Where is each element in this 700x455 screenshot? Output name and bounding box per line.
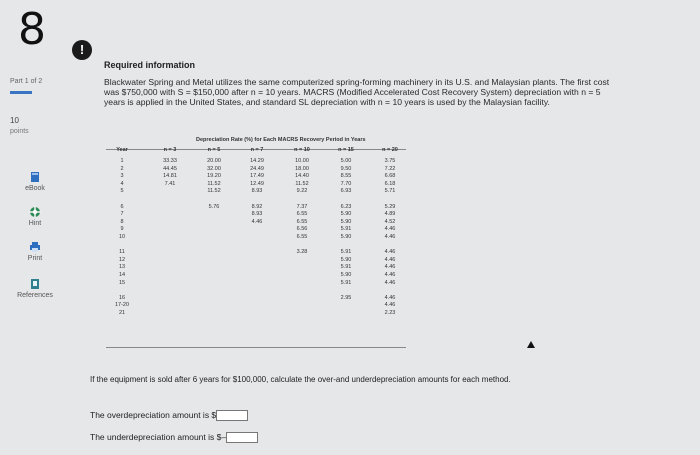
hint-button[interactable]: [5, 206, 65, 227]
rate-cell: [198, 280, 230, 288]
rate-cell: [154, 249, 186, 257]
rate-cell: 4.52: [384, 218, 396, 225]
rate-cell: [198, 219, 230, 227]
table-divider: [106, 347, 406, 348]
rate-cell: 5.91: [340, 226, 352, 233]
overdepreciation-input[interactable]: [216, 410, 248, 421]
rate-cell: 10.00: [295, 158, 309, 164]
rate-cell: [286, 287, 318, 295]
year-cell: 11: [119, 249, 125, 256]
rate-cell: [241, 280, 273, 288]
year-cell: 6: [120, 203, 124, 210]
rate-cell: 6.93: [340, 188, 352, 195]
rate-cell: 5.90: [340, 271, 352, 278]
rate-cell: 7.70: [340, 180, 352, 187]
print-label: Print: [27, 255, 43, 262]
year-cell: [108, 287, 136, 295]
rate-cell: [241, 234, 273, 242]
rate-cell: 5.76: [208, 203, 220, 210]
column-header: n = 3: [163, 147, 177, 153]
rate-cell: [241, 272, 273, 280]
mouse-cursor-icon: [527, 341, 535, 348]
rate-cell: [330, 196, 362, 204]
year-cell: 14: [118, 271, 126, 278]
rate-cell: [241, 310, 273, 318]
rate-cell: 5.90: [340, 211, 352, 218]
rate-cell: 7.37: [296, 203, 308, 210]
rate-cell: [286, 196, 318, 204]
year-cell: [108, 242, 136, 250]
year-cell: 16: [118, 294, 126, 301]
year-header: Year: [116, 147, 128, 153]
rate-cell: 6.55: [296, 233, 308, 240]
part-indicator: Part 1 of 2: [10, 78, 43, 85]
rate-cell: [198, 310, 230, 318]
rate-cell: [154, 310, 186, 318]
macrs-rate-table: [106, 137, 526, 349]
rate-cell: [374, 287, 406, 295]
problem-statement: Blackwater Spring and Metal utilizes the same computerized spring-forming machinery in its U.S. and Malaysian plants. The first cost was $750,000 with S = $150,000 after n = 10 years. MACRS (Modified Accelerated Cost Recovery System) depreciation with n = 5 years is applied in the United States, and standard SL depreciation with n = 10 years is used by the Malaysian facility.: [104, 77, 610, 107]
rate-cell: [241, 249, 273, 257]
rate-cell: [330, 310, 362, 318]
rate-cell: [154, 264, 186, 272]
ebook-button[interactable]: [5, 171, 65, 192]
overdepreciation-label: The overdepreciation amount is $: [90, 410, 217, 420]
table-column: [374, 147, 406, 317]
rate-cell: 4.46: [384, 271, 396, 278]
lifebuoy-icon: [29, 206, 41, 218]
rate-cell: 5.91: [340, 279, 352, 286]
rate-cell: [154, 302, 186, 310]
rate-cell: 5.90: [340, 233, 352, 240]
rate-cell: 17.49: [250, 173, 264, 180]
rate-cell: [198, 302, 230, 310]
rate-cell: [198, 295, 230, 303]
rate-cell: 18.00: [295, 165, 309, 172]
rate-cell: [374, 196, 406, 204]
hint-label: Hint: [28, 220, 42, 227]
table-title: Depreciation Rate (%) for Each MACRS Recovery Period in Years: [196, 137, 366, 143]
rate-cell: 5.91: [340, 264, 352, 271]
rate-cell: [241, 287, 273, 295]
rate-cell: [241, 242, 273, 250]
rate-cell: 12.49: [250, 180, 264, 187]
rate-cell: 4.46: [384, 233, 396, 240]
rate-cell: 4.46: [384, 226, 396, 233]
rate-cell: [286, 280, 318, 288]
rate-cell: [198, 196, 230, 204]
rate-cell: 2.23: [384, 309, 396, 316]
year-cell: 13: [118, 264, 126, 271]
year-cell: 1: [120, 158, 124, 164]
book-icon: [29, 171, 41, 183]
rate-cell: 4.46: [384, 249, 396, 256]
rate-cell: [154, 234, 186, 242]
rate-cell: [286, 295, 318, 303]
rate-cell: [154, 211, 186, 219]
rate-cell: 6.23: [340, 203, 352, 210]
rate-cell: [198, 264, 230, 272]
rate-cell: 11.52: [295, 180, 309, 187]
underdepreciation-row: [90, 432, 258, 443]
rate-cell: 9.50: [340, 165, 352, 172]
rate-cell: [374, 242, 406, 250]
rate-cell: 3.75: [384, 158, 396, 164]
underdepreciation-label: The underdepreciation amount is $–: [90, 432, 227, 442]
references-button[interactable]: [5, 278, 65, 299]
overdepreciation-row: [90, 410, 248, 421]
year-cell: 17-20: [114, 302, 130, 309]
rate-cell: [241, 257, 273, 265]
rate-cell: [241, 302, 273, 310]
rate-cell: [286, 242, 318, 250]
question-number: 8: [18, 4, 46, 55]
rate-cell: [198, 257, 230, 265]
year-cell: 15: [118, 279, 126, 286]
rate-cell: 11.52: [207, 188, 221, 195]
year-cell: [108, 196, 136, 204]
points-value: 10: [10, 116, 19, 125]
rate-cell: [198, 249, 230, 257]
rate-cell: 6.68: [384, 173, 396, 180]
rate-cell: 4.46: [384, 279, 396, 286]
rate-cell: 8.93: [251, 211, 263, 218]
printer-icon: [29, 241, 41, 253]
rate-cell: 7.22: [384, 165, 396, 172]
rate-cell: 4.46: [384, 294, 396, 301]
table-column-year: [108, 147, 136, 317]
rate-cell: 6.56: [296, 226, 308, 233]
column-header: n = 20: [382, 147, 398, 153]
rate-cell: [286, 264, 318, 272]
year-cell: 21: [118, 309, 126, 316]
table-column: [198, 147, 230, 317]
rate-cell: 5.29: [384, 203, 396, 210]
rate-cell: 32.00: [207, 165, 221, 172]
year-cell: 3: [120, 173, 124, 180]
points-label: points: [10, 128, 29, 135]
year-cell: 10: [118, 233, 126, 240]
question-text: If the equipment is sold after 6 years for $100,000, calculate the over-and underdepreciation amounts for each method.: [90, 375, 511, 384]
rate-cell: [154, 204, 186, 212]
rate-cell: 19.20: [207, 173, 221, 180]
rate-cell: 4.89: [384, 211, 396, 218]
rate-cell: 11.52: [207, 180, 221, 187]
table-column: [241, 147, 273, 317]
rate-cell: 5.90: [340, 256, 352, 263]
year-cell: 4: [120, 180, 124, 187]
rate-cell: 5.91: [340, 249, 352, 256]
underdepreciation-input[interactable]: [226, 432, 258, 443]
rate-cell: 14.40: [295, 173, 309, 180]
year-cell: 2: [120, 165, 124, 172]
rate-cell: [198, 272, 230, 280]
alert-icon: !: [72, 40, 92, 60]
rate-cell: [154, 196, 186, 204]
year-cell: 8: [120, 218, 124, 225]
column-header: n = 5: [207, 147, 221, 153]
rate-cell: [154, 257, 186, 265]
print-button[interactable]: [5, 241, 65, 262]
rate-cell: [241, 264, 273, 272]
year-cell: 12: [118, 256, 126, 263]
rate-cell: [330, 302, 362, 310]
rate-cell: 5.71: [384, 188, 396, 195]
rate-cell: 5.90: [340, 218, 352, 225]
year-cell: 9: [120, 226, 124, 233]
rate-cell: [330, 242, 362, 250]
rate-cell: 5.00: [340, 158, 352, 164]
rate-cell: 44.45: [163, 165, 177, 172]
rate-cell: [198, 211, 230, 219]
column-header: n = 7: [250, 147, 264, 153]
section-heading: Required information: [104, 60, 196, 70]
ebook-label: eBook: [25, 185, 45, 192]
rate-cell: 4.46: [384, 302, 396, 309]
references-label: References: [17, 292, 53, 299]
rate-cell: 4.46: [251, 218, 263, 225]
column-header: n = 10: [294, 147, 310, 153]
rate-cell: [154, 219, 186, 227]
references-icon: [29, 278, 41, 290]
rate-cell: [154, 242, 186, 250]
rate-cell: [154, 287, 186, 295]
rate-cell: [286, 257, 318, 265]
rate-cell: [241, 196, 273, 204]
rate-cell: 4.46: [384, 264, 396, 271]
rate-cell: [241, 295, 273, 303]
year-cell: 5: [120, 188, 124, 195]
rate-cell: 2.95: [340, 294, 352, 301]
rate-cell: [154, 272, 186, 280]
rate-cell: 4.46: [384, 256, 396, 263]
rate-cell: 8.93: [251, 188, 263, 195]
rate-cell: [154, 295, 186, 303]
column-header: n = 15: [338, 147, 354, 153]
rate-cell: [286, 272, 318, 280]
rate-cell: 6.55: [296, 218, 308, 225]
table-column: [330, 147, 362, 317]
rate-cell: 3.28: [296, 249, 308, 256]
rate-cell: [154, 280, 186, 288]
rate-cell: 6.18: [384, 180, 396, 187]
rate-cell: 9.22: [296, 188, 308, 195]
rate-cell: [198, 242, 230, 250]
rate-cell: [198, 234, 230, 242]
table-column: [286, 147, 318, 317]
rate-cell: [154, 226, 186, 234]
rate-cell: 8.92: [251, 203, 263, 210]
rate-cell: [198, 226, 230, 234]
rate-cell: [330, 287, 362, 295]
rate-cell: 8.55: [340, 173, 352, 180]
rate-cell: 6.55: [296, 211, 308, 218]
rate-cell: [286, 310, 318, 318]
rate-cell: [154, 188, 186, 196]
rate-cell: [198, 287, 230, 295]
table-column: [154, 147, 186, 317]
year-cell: 7: [120, 211, 124, 218]
rate-cell: 20.00: [207, 158, 221, 164]
rate-cell: 14.81: [163, 173, 177, 180]
rate-cell: [286, 302, 318, 310]
rate-cell: 7.41: [164, 180, 176, 187]
rate-cell: [241, 226, 273, 234]
part-progress-bar: [10, 91, 32, 94]
rate-cell: 24.49: [250, 165, 264, 172]
rate-cell: 14.29: [250, 158, 264, 164]
rate-cell: 33.33: [163, 158, 177, 164]
